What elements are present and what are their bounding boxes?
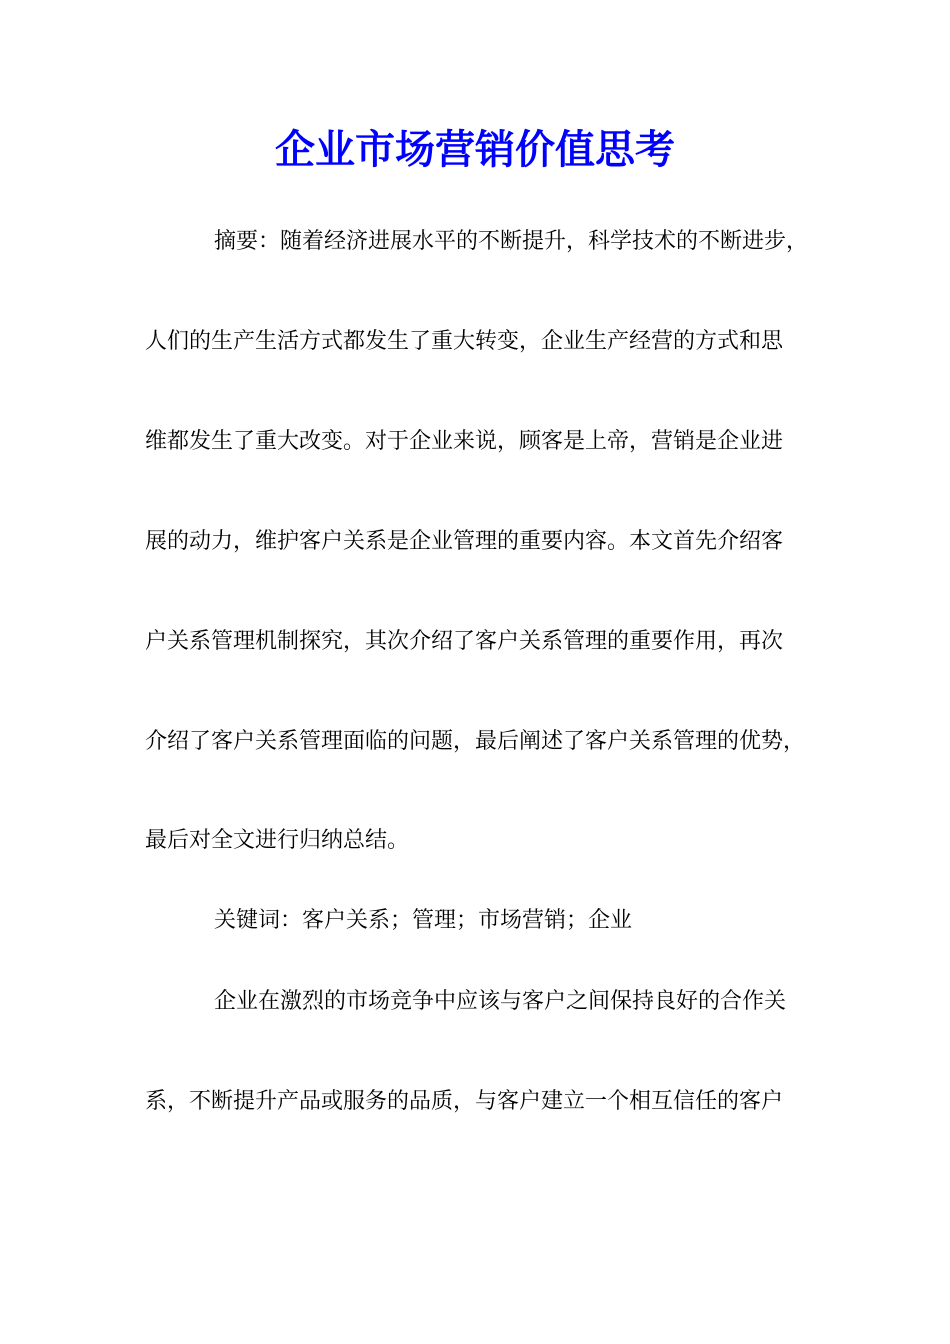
abstract-line-5: 户关系管理机制探究，其次介绍了客户关系管理的重要作用，再次	[145, 629, 784, 654]
body-line-1: 企业在激烈的市场竞争中应该与客户之间保持良好的合作关	[214, 989, 787, 1014]
abstract-line-3: 维都发生了重大改变。对于企业来说，顾客是上帝，营销是企业进	[145, 429, 784, 454]
document-title: 企业市场营销价值思考	[275, 126, 675, 173]
abstract-line-7: 最后对全文进行归纳总结。	[145, 828, 410, 853]
body-line-2: 系，不断提升产品或服务的品质，与客户建立一个相互信任的客户	[145, 1089, 784, 1114]
abstract-line-1: 摘要：随着经济进展水平的不断提升，科学技术的不断进步，	[214, 229, 809, 254]
abstract-line-4: 展的动力，维护客户关系是企业管理的重要内容。本文首先介绍客	[145, 529, 784, 554]
abstract-line-6: 介绍了客户关系管理面临的问题，最后阐述了客户关系管理的优势，	[145, 729, 806, 754]
abstract-line-2: 人们的生产生活方式都发生了重大转变，企业生产经营的方式和思	[145, 329, 784, 354]
keywords-line: 关键词：客户关系；管理；市场营销；企业	[214, 908, 633, 933]
